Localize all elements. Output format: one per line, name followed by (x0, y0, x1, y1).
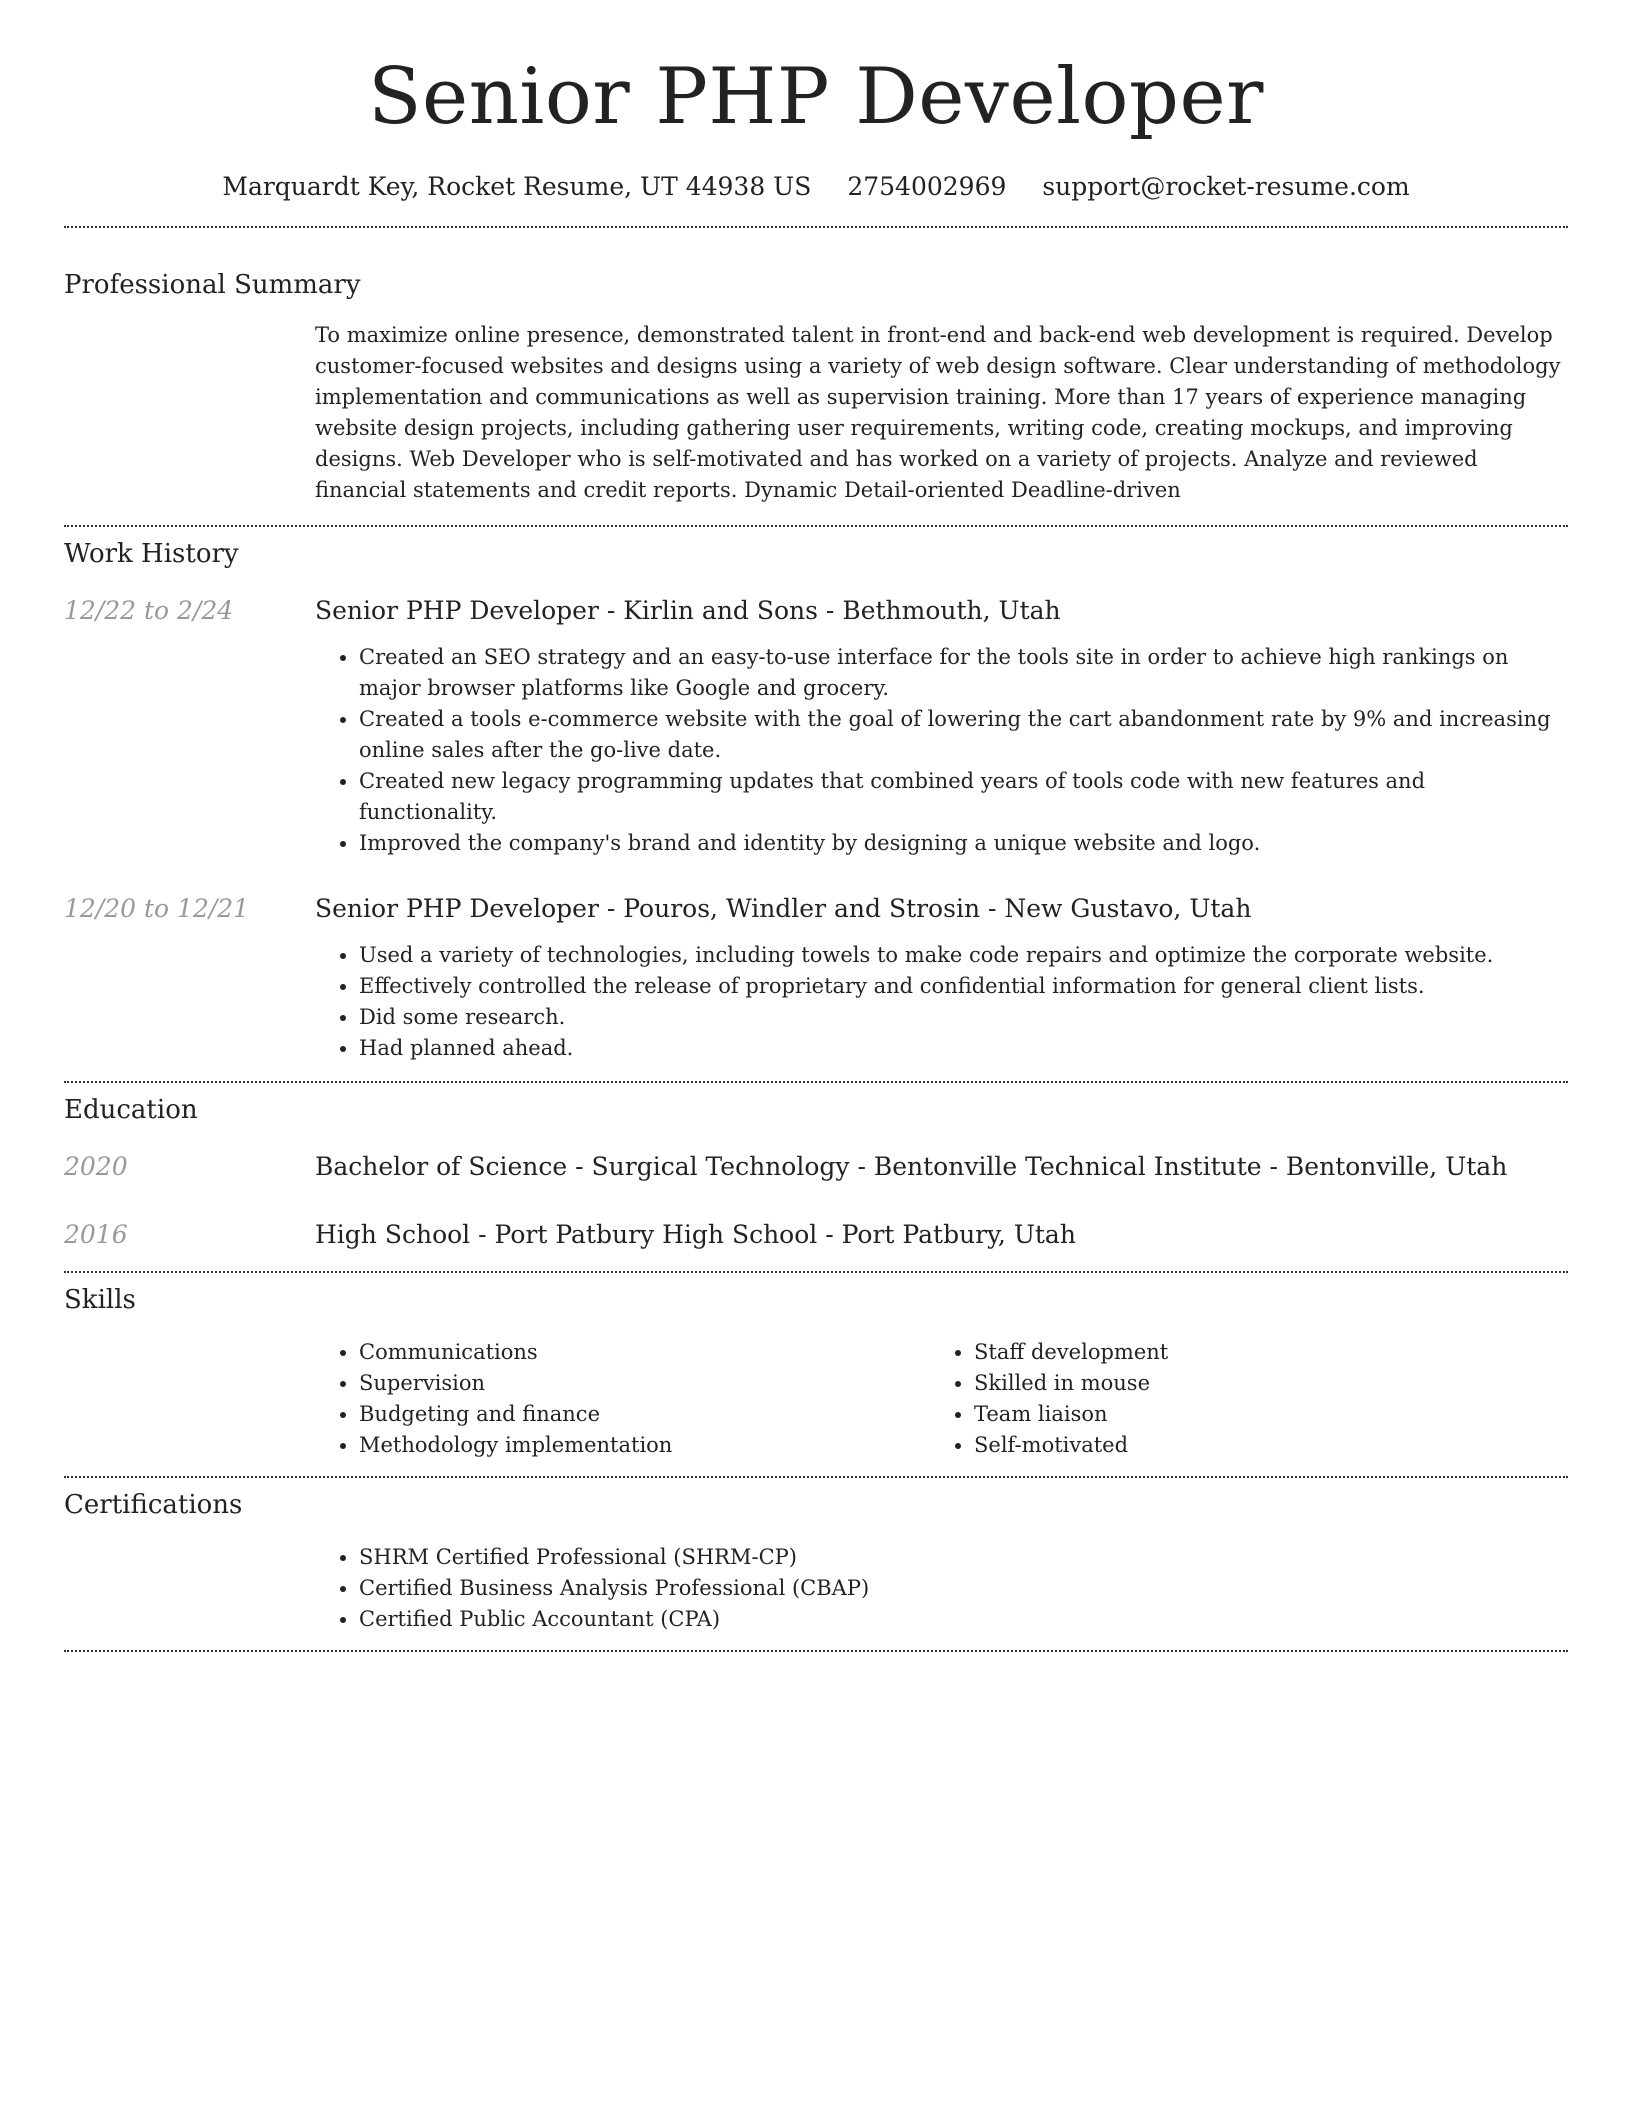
section-title-work-history: Work History (64, 539, 239, 569)
list-item: • Staff development (974, 1337, 1545, 1368)
education-heading: High School - Port Patbury High School - Port Patbury, Utah (315, 1220, 1076, 1249)
list-item: • Team liaison (974, 1399, 1545, 1430)
contact-address: Marquardt Key, Rocket Resume, UT 44938 US (222, 172, 812, 201)
contact-line (64, 170, 1568, 204)
list-item: • Did some research. (359, 1002, 1568, 1033)
section-title-skills: Skills (64, 1285, 136, 1315)
skills-column-right (930, 1337, 1545, 1461)
contact-email: support@rocket-resume.com (1042, 172, 1410, 201)
candidate-name: Senior PHP Developer (368, 52, 1264, 142)
list-item: • Created an SEO strategy and an easy-to-use interface for the tools site in order to achieve high rankings on major browser platforms like Google and grocery. (359, 642, 1568, 704)
skills-list-right (930, 1337, 1545, 1461)
work-history-section (64, 527, 1568, 1064)
certifications-list (315, 1542, 1568, 1635)
list-item: • Created new legacy programming updates that combined years of tools code with new features and functionality. (359, 766, 1568, 828)
summary-text: To maximize online presence, demonstrated talent in front-end and back-end web development is required. Develop customer-focused websites and designs using a variety of web design software. Clear understanding of methodology implementation and communications as well as supervision training. More than 17 years of experience managing website design projects, including gathering user requirements, writing code, creating mockups, and improving designs. Web Developer who is self-motivated and has worked on a variety of projects. Analyze and reviewed financial statements and credit reports. Dynamic Detail-oriented Deadline-driven (315, 323, 1561, 502)
job-bullets (315, 642, 1568, 859)
job-entry (64, 594, 1568, 859)
section-title-education: Education (64, 1095, 198, 1125)
list-item: • Communications (359, 1337, 930, 1368)
certifications-section (64, 1478, 1568, 1635)
list-item: • Budgeting and finance (359, 1399, 930, 1430)
list-item: • Had planned ahead. (359, 1033, 1568, 1064)
job-dates: 12/22 to 2/24 (64, 596, 234, 625)
contact-phone: 2754002969 (847, 172, 1007, 201)
list-item: • Self-motivated (974, 1430, 1545, 1461)
list-item: • Used a variety of technologies, including towels to make code repairs and optimize the corporate website. (359, 940, 1568, 971)
list-item: • Effectively controlled the release of proprietary and confidential information for general client lists. (359, 971, 1568, 1002)
education-heading: Bachelor of Science - Surgical Technology - Bentonville Technical Institute - Bentonville, Utah (315, 1152, 1508, 1181)
section-title-certifications: Certifications (64, 1490, 243, 1520)
divider (64, 1650, 1568, 1652)
job-dates: 12/20 to 12/21 (64, 894, 250, 923)
list-item: • Methodology implementation (359, 1430, 930, 1461)
education-section (64, 1083, 1568, 1252)
skills-column-left (315, 1337, 930, 1461)
list-item: • SHRM Certified Professional (SHRM-CP) (359, 1542, 1568, 1573)
skills-list-left (315, 1337, 930, 1461)
education-year: 2020 (64, 1152, 128, 1181)
list-item: • Supervision (359, 1368, 930, 1399)
skills-section (64, 1273, 1568, 1461)
education-year: 2016 (64, 1220, 128, 1249)
list-item: • Improved the company's brand and identity by designing a unique website and logo. (359, 828, 1568, 859)
list-item: • Certified Public Accountant (CPA) (359, 1604, 1568, 1635)
list-item: • Skilled in mouse (974, 1368, 1545, 1399)
job-heading: Senior PHP Developer - Pouros, Windler and Strosin - New Gustavo, Utah (315, 894, 1252, 923)
section-title-summary: Professional Summary (64, 270, 361, 300)
summary-section (64, 228, 1568, 506)
resume-page (64, 0, 1568, 1652)
job-bullets (315, 940, 1568, 1064)
job-entry (64, 892, 1568, 1064)
list-item: • Created a tools e-commerce website with the goal of lowering the cart abandonment rate by 9% and increasing online sales after the go-live date. (359, 704, 1568, 766)
job-heading: Senior PHP Developer - Kirlin and Sons - Bethmouth, Utah (315, 596, 1061, 625)
education-entry (64, 1218, 1568, 1252)
education-entry (64, 1150, 1568, 1184)
list-item: • Certified Business Analysis Professional (CBAP) (359, 1573, 1568, 1604)
